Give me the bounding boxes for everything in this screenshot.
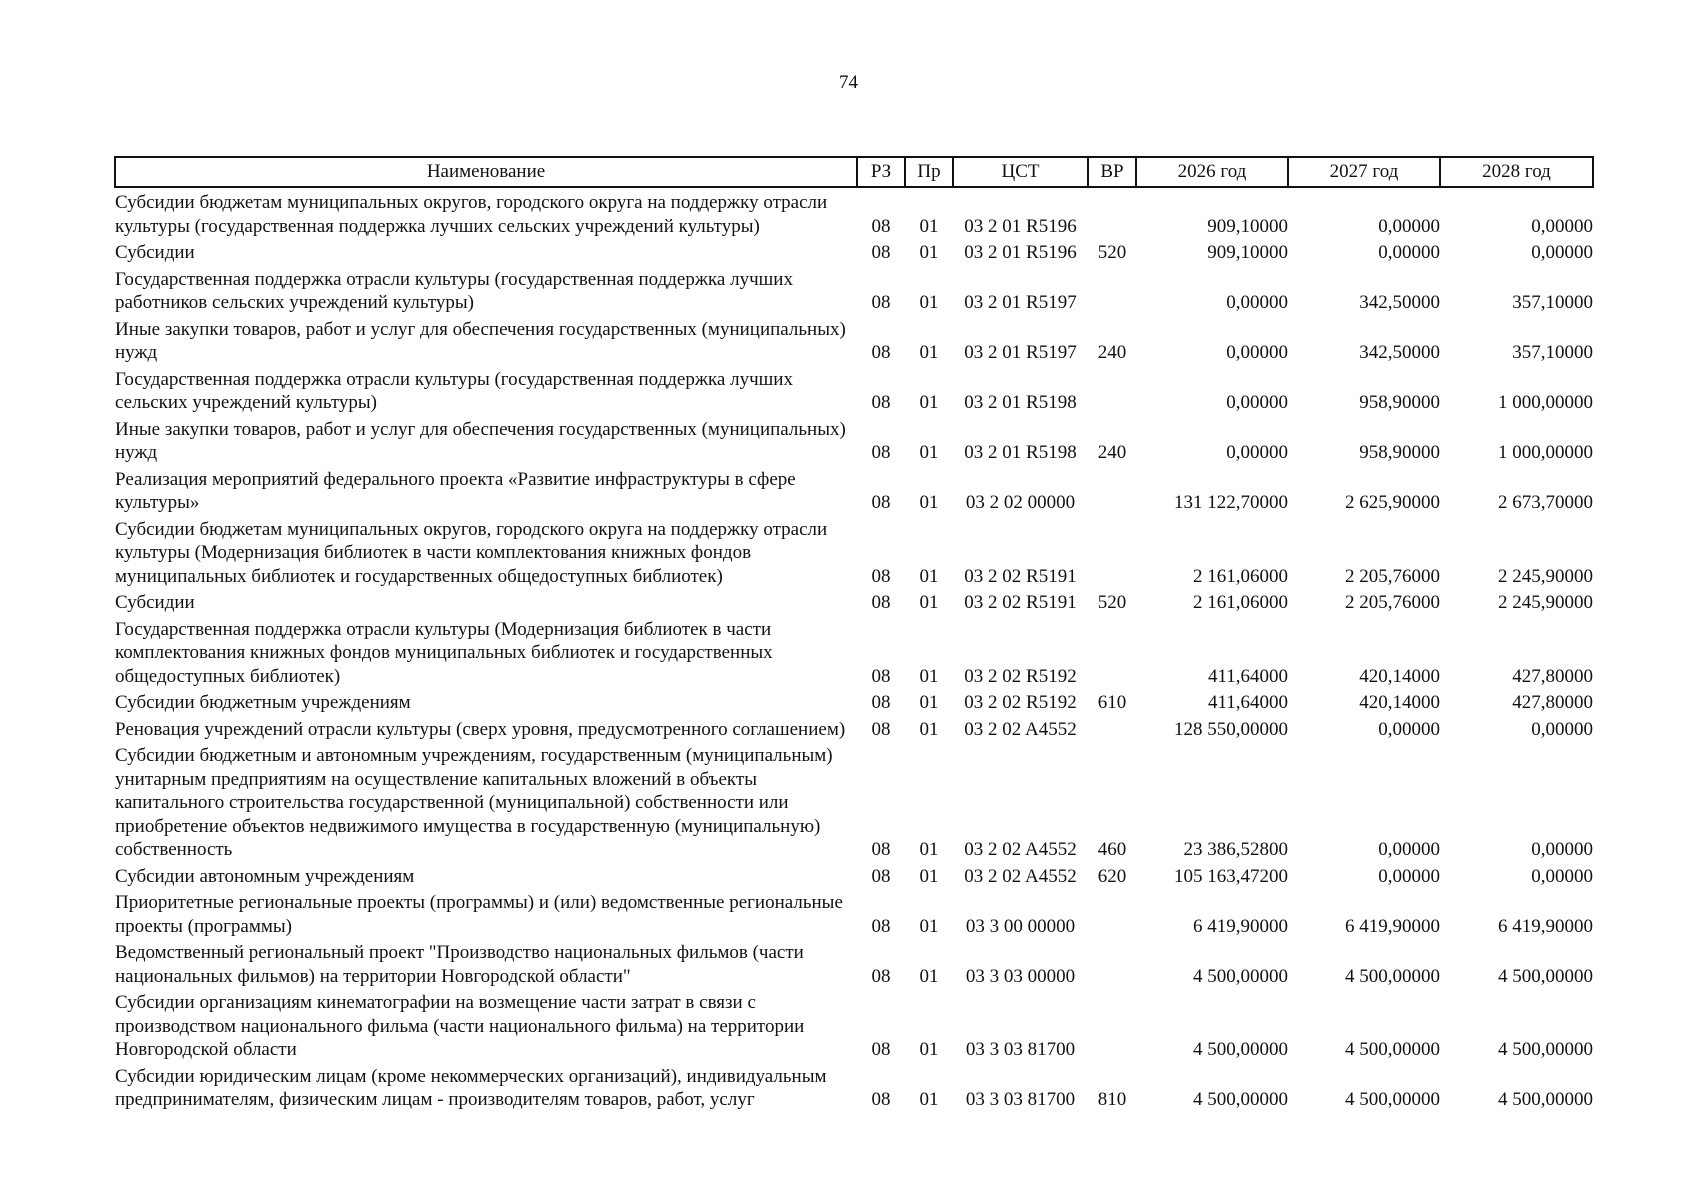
cell-cst: 03 3 00 00000: [965, 915, 1076, 937]
cell-cst: 03 2 01 R5196: [964, 242, 1077, 263]
cell-2026: 0,00000: [1226, 442, 1288, 463]
cell-rz: 08: [871, 392, 891, 413]
cell-name: Иные закупки товаров, работ и услуг для обеспечения государственных (муниципальных) нужд: [115, 418, 846, 463]
cell-pr: 01: [919, 565, 939, 587]
table-row: [115, 265, 1593, 315]
table-row: [115, 588, 1593, 615]
cell-vr: 810: [1097, 1089, 1127, 1110]
cell-rz: 08: [871, 915, 891, 937]
cell-rz: 08: [871, 492, 891, 513]
cell-rz: 08: [871, 665, 891, 687]
cell-rz: 08: [871, 292, 891, 313]
cell-name: Иные закупки товаров, работ и услуг для обеспечения государственных (муниципальных) нужд: [115, 318, 846, 363]
cell-name: Субсидии организациям кинематографии на возмещение части затрат в связи с производством национального фильма (части национального фильма) на территории Новгородской области: [115, 992, 805, 1060]
cell-2028: 0,00000: [1531, 839, 1593, 860]
cell-cst: 03 2 02 R5192: [964, 692, 1077, 713]
cell-2026: 0,00000: [1226, 292, 1288, 313]
cell-name: Субсидии автономным учреждениям: [115, 865, 415, 887]
header-2028: 2028 год: [1440, 157, 1593, 187]
cell-2027: 4 500,00000: [1345, 1089, 1440, 1110]
table-row: [115, 888, 1593, 938]
cell-2027: 4 500,00000: [1345, 1039, 1440, 1060]
cell-2028: 4 500,00000: [1498, 1089, 1593, 1110]
cell-2027: 0,00000: [1378, 839, 1440, 860]
cell-rz: 08: [871, 692, 891, 713]
cell-rz: 08: [871, 718, 891, 740]
cell-pr: 01: [919, 965, 939, 987]
cell-rz: 08: [871, 865, 891, 887]
table-row: [115, 415, 1593, 465]
cell-pr: 01: [919, 692, 939, 713]
header-name: Наименование: [115, 157, 857, 187]
cell-2026: 411,64000: [1207, 692, 1288, 713]
cell-cst: 03 2 02 A4552: [964, 865, 1077, 887]
cell-2028: 2 245,90000: [1498, 565, 1593, 587]
cell-2027: 420,14000: [1359, 665, 1440, 687]
cell-2026: 0,00000: [1226, 342, 1288, 363]
cell-2026: 4 500,00000: [1193, 965, 1288, 987]
cell-2028: 357,10000: [1512, 342, 1593, 363]
cell-name: Субсидии бюджетным и автономным учреждениям, государственным (муниципальным) унитарным предприятиям на осуществление капитальных вложений в объекты капитального строительства государственной (муниципальной) собственности или приобретение объектов недвижимого имущества в государственную (муниципальную) собственность: [115, 745, 833, 860]
cell-vr: [1088, 615, 1136, 689]
cell-name: Приоритетные региональные проекты (программы) и (или) ведомственные региональные проекты (программы): [115, 892, 843, 937]
cell-vr: 460: [1097, 839, 1127, 860]
cell-vr: [1088, 265, 1136, 315]
cell-vr: 240: [1097, 342, 1127, 363]
cell-2027: 0,00000: [1378, 242, 1440, 263]
cell-2026: 128 550,00000: [1174, 718, 1288, 740]
cell-cst: 03 3 03 81700: [965, 1039, 1076, 1060]
cell-rz: 08: [871, 565, 891, 587]
cell-name: Субсидии: [115, 592, 195, 613]
cell-2028: 2 245,90000: [1498, 592, 1593, 613]
cell-pr: 01: [919, 915, 939, 937]
cell-2028: 1 000,00000: [1498, 442, 1593, 463]
cell-rz: 08: [871, 442, 891, 463]
cell-vr: 610: [1097, 692, 1127, 713]
cell-2028: 6 419,90000: [1498, 915, 1593, 937]
cell-cst: 03 2 02 A4552: [964, 718, 1077, 740]
cell-vr: [1088, 187, 1136, 238]
table-row: [115, 615, 1593, 689]
cell-rz: 08: [871, 1089, 891, 1110]
cell-vr: [1088, 465, 1136, 515]
cell-name: Государственная поддержка отрасли культуры (государственная поддержка лучших работников сельских учреждений культуры): [115, 268, 793, 313]
cell-cst: 03 2 01 R5197: [964, 292, 1077, 313]
table-row: [115, 365, 1593, 415]
cell-2026: 411,64000: [1207, 665, 1288, 687]
table-body: [115, 187, 1593, 1112]
cell-pr: 01: [919, 242, 939, 263]
table-row: [115, 988, 1593, 1062]
cell-cst: 03 2 02 R5191: [964, 565, 1077, 587]
cell-cst: 03 2 01 R5198: [964, 392, 1077, 413]
cell-2027: 0,00000: [1378, 718, 1440, 740]
cell-2027: 342,50000: [1359, 342, 1440, 363]
cell-rz: 08: [871, 965, 891, 987]
table-row: [115, 238, 1593, 265]
cell-2028: 1 000,00000: [1498, 392, 1593, 413]
cell-vr: [1088, 515, 1136, 589]
cell-2027: 420,14000: [1359, 692, 1440, 713]
cell-rz: 08: [871, 592, 891, 613]
cell-2028: 0,00000: [1531, 242, 1593, 263]
cell-rz: 08: [871, 242, 891, 263]
table-row: [115, 315, 1593, 365]
cell-vr: [1088, 715, 1136, 742]
header-cst: ЦСТ: [953, 157, 1088, 187]
cell-cst: 03 2 02 00000: [965, 492, 1076, 513]
cell-pr: 01: [919, 1089, 939, 1110]
cell-2026: 4 500,00000: [1193, 1039, 1288, 1060]
cell-2027: 2 625,90000: [1345, 492, 1440, 513]
cell-vr: 520: [1097, 592, 1127, 613]
table-row: [115, 1062, 1593, 1112]
cell-2026: 105 163,47200: [1174, 865, 1288, 887]
cell-name: Субсидии бюджетным учреждениям: [115, 692, 411, 713]
cell-2028: 0,00000: [1531, 215, 1593, 237]
cell-rz: 08: [871, 839, 891, 860]
cell-2027: 2 205,76000: [1345, 592, 1440, 613]
cell-2028: 427,80000: [1512, 692, 1593, 713]
cell-vr: 520: [1097, 242, 1127, 263]
cell-2028: 0,00000: [1531, 865, 1593, 887]
cell-2026: 909,10000: [1207, 215, 1288, 237]
cell-vr: 240: [1097, 442, 1127, 463]
cell-2027: 0,00000: [1378, 865, 1440, 887]
cell-cst: 03 2 02 R5191: [964, 592, 1077, 613]
budget-table: [114, 156, 1594, 1112]
table-row: [115, 715, 1593, 742]
cell-rz: 08: [871, 215, 891, 237]
header-rz: РЗ: [857, 157, 905, 187]
cell-2026: 23 386,52800: [1183, 839, 1288, 860]
cell-pr: 01: [919, 1039, 939, 1060]
cell-pr: 01: [919, 839, 939, 860]
cell-pr: 01: [919, 592, 939, 613]
cell-cst: 03 3 03 00000: [965, 965, 1076, 987]
cell-2026: 909,10000: [1207, 242, 1288, 263]
cell-name: Реновация учреждений отрасли культуры (сверх уровня, предусмотренного соглашением): [115, 718, 846, 740]
cell-pr: 01: [919, 665, 939, 687]
cell-pr: 01: [919, 442, 939, 463]
cell-name: Ведомственный региональный проект "Производство национальных фильмов (части национальных фильмов) на территории Новгородской области": [115, 942, 804, 987]
cell-name: Субсидии юридическим лицам (кроме некоммерческих организаций), индивидуальным предпринимателям, физическим лицам - производителям товаров, работ, услуг: [115, 1065, 827, 1110]
cell-rz: 08: [871, 342, 891, 363]
cell-2026: 2 161,06000: [1193, 592, 1288, 613]
cell-name: Государственная поддержка отрасли культуры (государственная поддержка лучших сельских учреждений культуры): [115, 368, 793, 413]
cell-vr: [1088, 888, 1136, 938]
cell-rz: 08: [871, 1039, 891, 1060]
cell-cst: 03 2 01 R5198: [964, 442, 1077, 463]
cell-name: Субсидии: [115, 242, 195, 263]
table-row: [115, 515, 1593, 589]
cell-pr: 01: [919, 492, 939, 513]
cell-vr: [1088, 988, 1136, 1062]
header-2027: 2027 год: [1288, 157, 1440, 187]
cell-cst: 03 2 01 R5197: [964, 342, 1077, 363]
cell-pr: 01: [919, 292, 939, 313]
cell-cst: 03 2 02 A4552: [964, 839, 1077, 860]
page-number: 74: [839, 72, 858, 93]
cell-2028: 4 500,00000: [1498, 1039, 1593, 1060]
cell-2027: 958,90000: [1359, 392, 1440, 413]
cell-2026: 0,00000: [1226, 392, 1288, 413]
cell-pr: 01: [919, 718, 939, 740]
cell-name: Субсидии бюджетам муниципальных округов, городского округа на поддержку отрасли культуры (Модернизация библиотек в части комплектования книжных фондов муниципальных библиотек и государственных общедоступных библиотек): [115, 518, 828, 587]
cell-name: Государственная поддержка отрасли культуры (Модернизация библиотек в части комплектования книжных фондов муниципальных библиотек и государственных общедоступных библиотек): [115, 618, 773, 687]
cell-2026: 131 122,70000: [1174, 492, 1288, 513]
table-row: [115, 938, 1593, 988]
table-row: [115, 187, 1593, 238]
cell-name: Реализация мероприятий федерального проекта «Развитие инфраструктуры в сфере культуры»: [115, 468, 796, 513]
table-header-row: [115, 157, 1593, 187]
cell-2028: 427,80000: [1512, 665, 1593, 687]
cell-2027: 6 419,90000: [1345, 915, 1440, 937]
cell-pr: 01: [919, 865, 939, 887]
cell-vr: [1088, 365, 1136, 415]
cell-2028: 357,10000: [1512, 292, 1593, 313]
cell-2026: 6 419,90000: [1193, 915, 1288, 937]
cell-vr: [1088, 938, 1136, 988]
header-2026: 2026 год: [1136, 157, 1288, 187]
cell-2028: 2 673,70000: [1498, 492, 1593, 513]
cell-pr: 01: [919, 215, 939, 237]
cell-cst: 03 2 01 R5196: [964, 215, 1077, 237]
cell-2027: 0,00000: [1378, 215, 1440, 237]
cell-2027: 342,50000: [1359, 292, 1440, 313]
cell-name: Субсидии бюджетам муниципальных округов, городского округа на поддержку отрасли культуры (государственная поддержка лучших сельских учреждений культуры): [115, 192, 828, 237]
table-row: [115, 688, 1593, 715]
cell-cst: 03 2 02 R5192: [964, 665, 1077, 687]
cell-2027: 958,90000: [1359, 442, 1440, 463]
cell-2026: 4 500,00000: [1193, 1089, 1288, 1110]
table-row: [115, 741, 1593, 862]
cell-2027: 4 500,00000: [1345, 965, 1440, 987]
cell-2027: 2 205,76000: [1345, 565, 1440, 587]
header-vr: ВР: [1088, 157, 1136, 187]
cell-2026: 2 161,06000: [1193, 565, 1288, 587]
table-row: [115, 465, 1593, 515]
cell-2028: 4 500,00000: [1498, 965, 1593, 987]
cell-vr: 620: [1097, 865, 1127, 887]
cell-2028: 0,00000: [1531, 718, 1593, 740]
header-pr: Пр: [905, 157, 953, 187]
cell-pr: 01: [919, 342, 939, 363]
table-row: [115, 862, 1593, 889]
cell-cst: 03 3 03 81700: [965, 1089, 1076, 1110]
cell-pr: 01: [919, 392, 939, 413]
